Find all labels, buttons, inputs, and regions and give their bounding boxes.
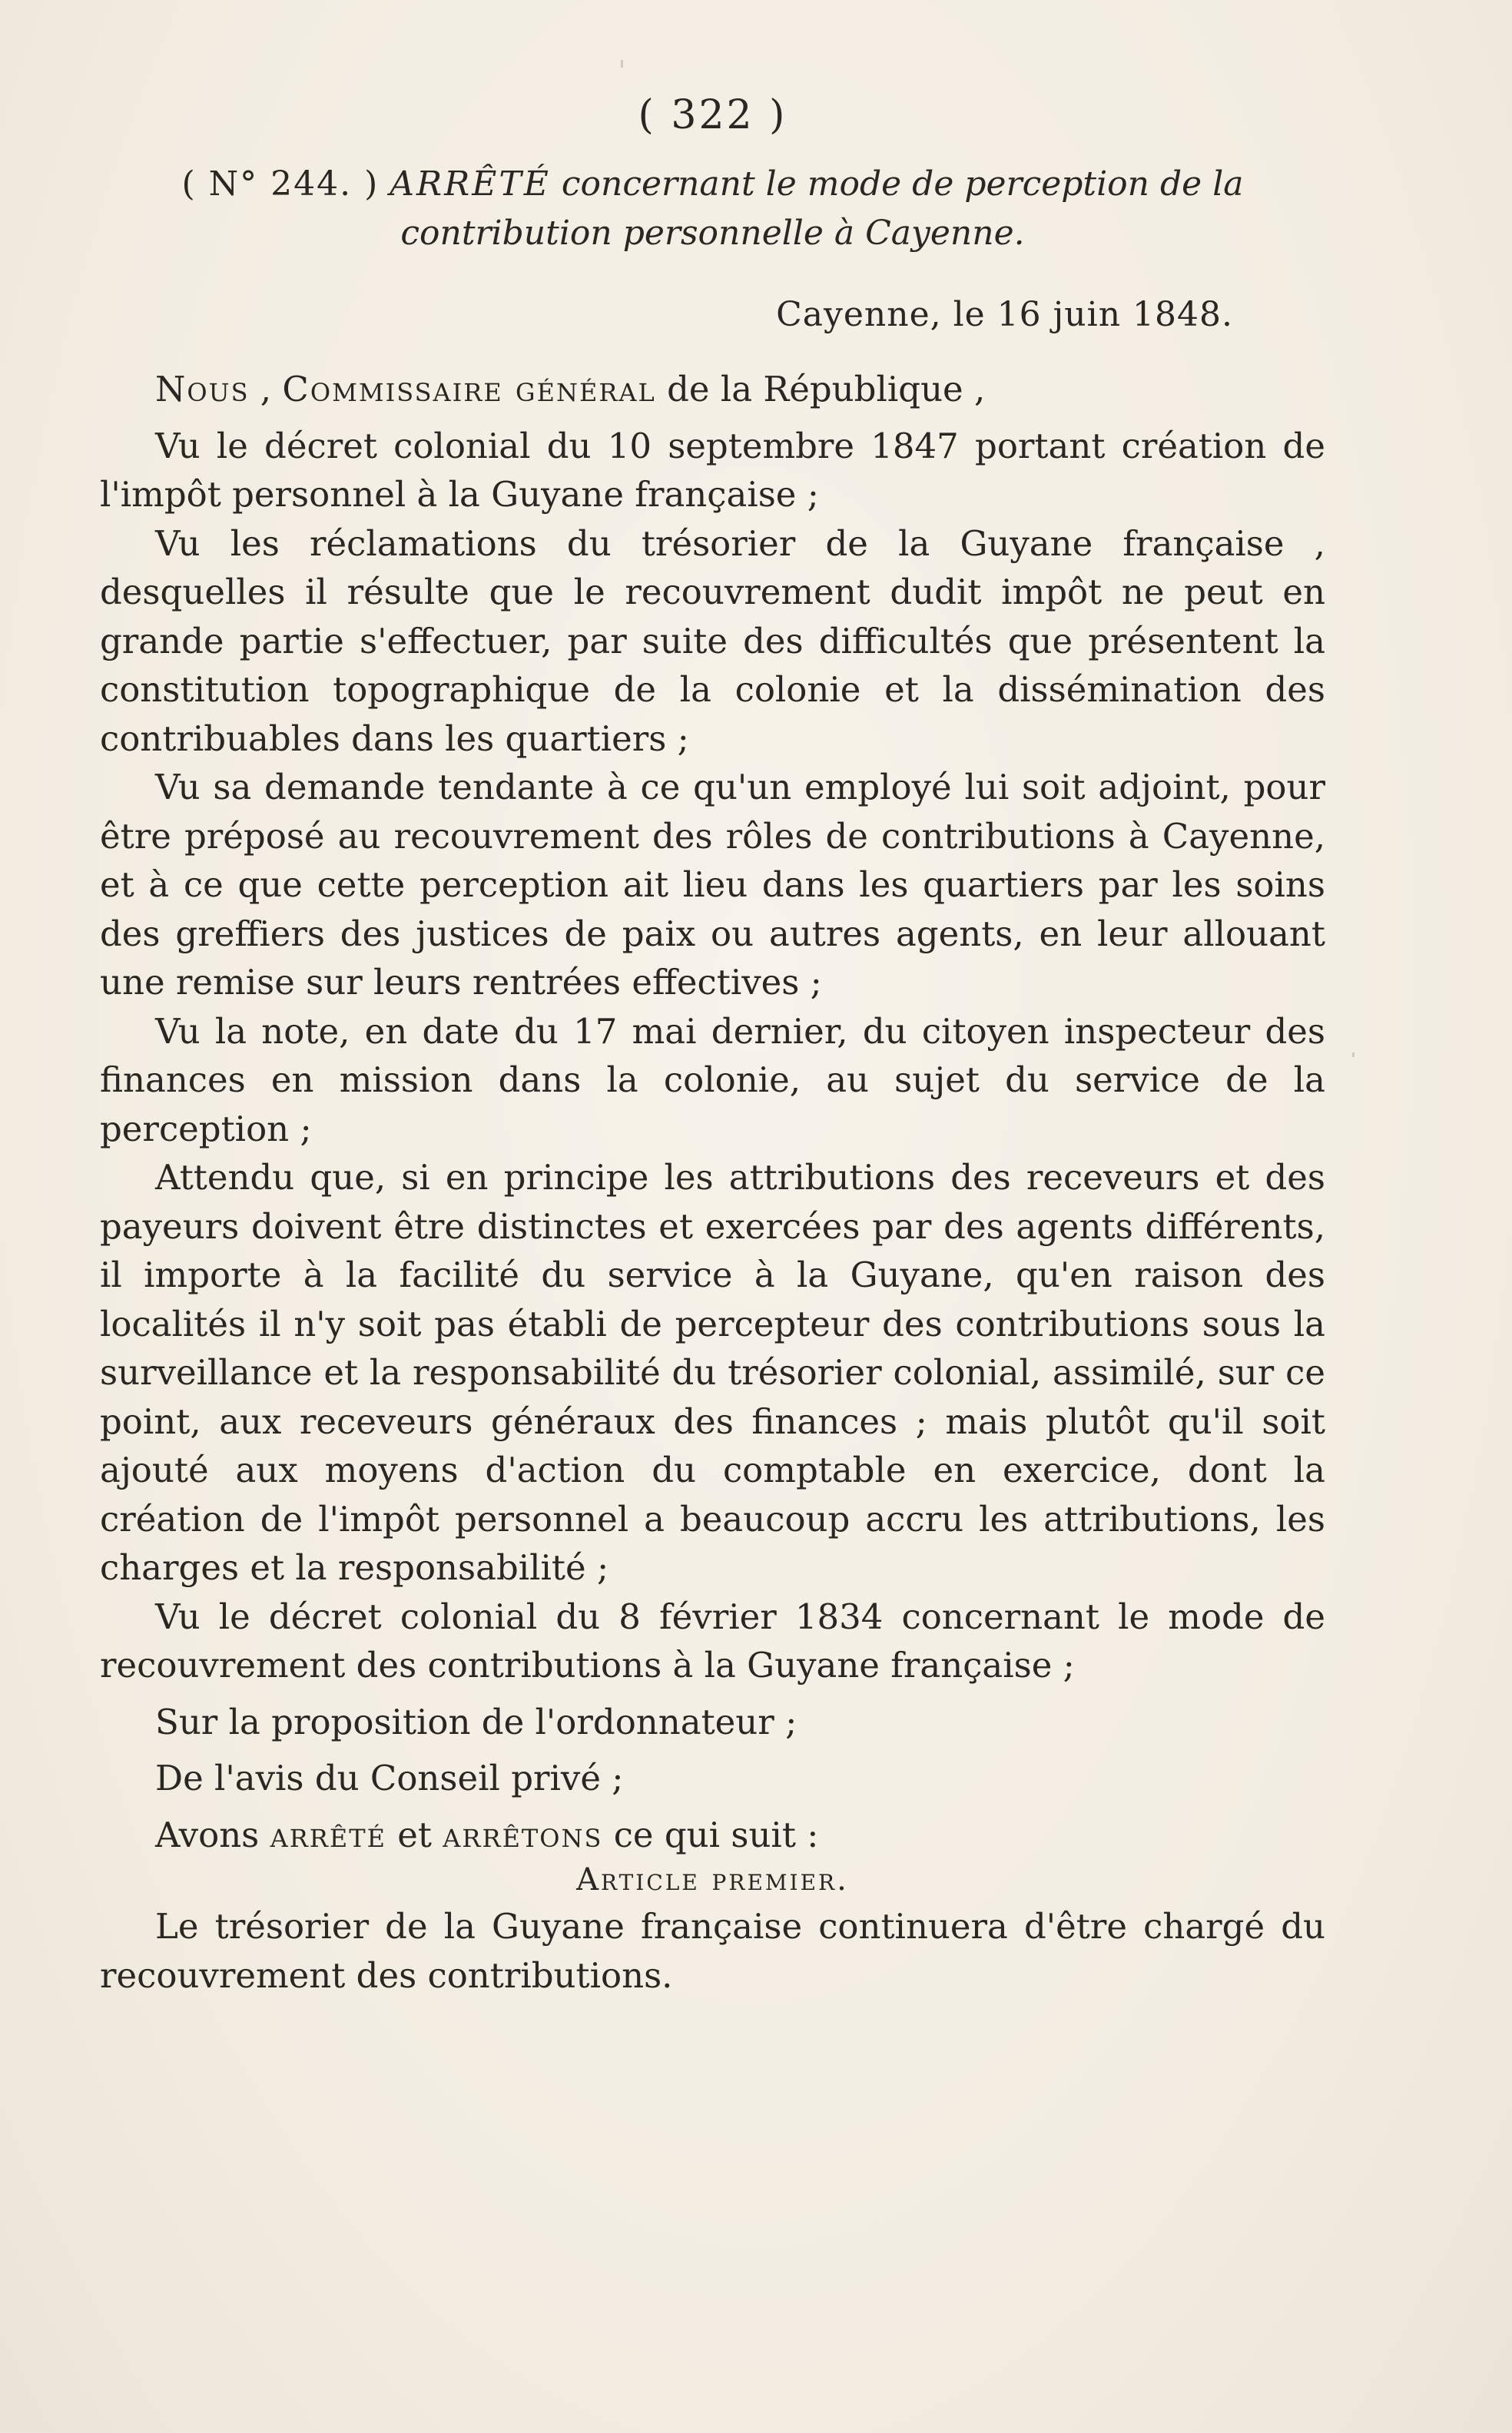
decision-et: et (386, 1814, 443, 1855)
page-number: ( 322 ) (638, 92, 788, 138)
preamble-commissaire: Commissaire général (282, 369, 656, 409)
decree-title: concernant le mode de perception de la contribution personnelle à Cayenne. (400, 164, 1244, 253)
paragraph-attendu: Attendu que, si en principe les attributions des receveurs et des payeurs doivent être distinctes et exercées par des agents différents, il importe à la facilité du service à la Guyane, qu'en raison des localités il n'y soit pas établi de percepteur des contributions sous la surveillance et la responsabilité du trésorier colonial, assimilé, sur ce point, aux receveurs généraux des finances ; mais plutôt qu'il soit ajouté aux moyens d'action du comptable en exercice, dont la création de l'impôt personnel a beaucoup accru les attributions, les charges et la responsabilité ; (100, 1157, 1325, 1588)
preamble-rest: de la République , (655, 369, 986, 409)
decision-arrete: arrêté (270, 1814, 386, 1855)
paper-speck (1352, 1052, 1354, 1057)
preamble-nous: Nous (155, 369, 250, 409)
paragraph-proposition: Sur la proposition de l'ordonnateur ; (155, 1701, 797, 1742)
decree-title-lead: ARRÊTÉ (390, 164, 551, 204)
decree-heading (100, 160, 1325, 258)
article-title: Article premier. (576, 1862, 849, 1898)
dateline: Cayenne, le 16 juin 1848. (776, 295, 1233, 334)
paragraph-decret-1847: Vu le décret colonial du 10 septembre 1847 portant création de l'impôt personnel à la Guyane française ; (100, 425, 1325, 515)
paper-speck (621, 60, 623, 68)
decree-number: ( N° 244. ) (181, 164, 380, 204)
document-body (100, 92, 1325, 2000)
paragraph-demande: Vu sa demande tendante à ce qu'un employé lui soit adjoint, pour être préposé au recouvrement des rôles de contributions à Cayenne, et à ce que cette perception ait lieu dans les quartiers par les soins des greffiers des justices de paix ou autres agents, en leur allouant une remise sur leurs rentrées effectives ; (100, 767, 1325, 1003)
decision-arretons: arrêtons (443, 1814, 603, 1855)
decision-rest: ce qui suit : (602, 1814, 819, 1855)
paragraph-reclamations: Vu les réclamations du trésorier de la Guyane française , desquelles il résulte que le recouvrement dudit impôt ne peut en grande partie s'effectuer, par suite des difficultés que présentent la constitution topographique de la colonie et la dissémination des contribuables dans les quartiers ; (100, 522, 1325, 759)
preamble: Nous , Commissaire général de la République , (155, 369, 986, 409)
decision-line (100, 1811, 1325, 1860)
article-text: Le trésorier de la Guyane française continuera d'être chargé du recouvrement des contributions. (100, 1906, 1325, 1996)
paragraph-decret-1834: Vu le décret colonial du 8 février 1834 concernant le mode de recouvrement des contributions à la Guyane française ; (100, 1596, 1325, 1686)
decision-avons: Avons (155, 1814, 260, 1855)
paragraph-avis: De l'avis du Conseil privé ; (155, 1758, 624, 1798)
paragraph-note: Vu la note, en date du 17 mai dernier, du citoyen inspecteur des finances en mission dans la colonie, au sujet du service de la perception ; (100, 1010, 1325, 1149)
